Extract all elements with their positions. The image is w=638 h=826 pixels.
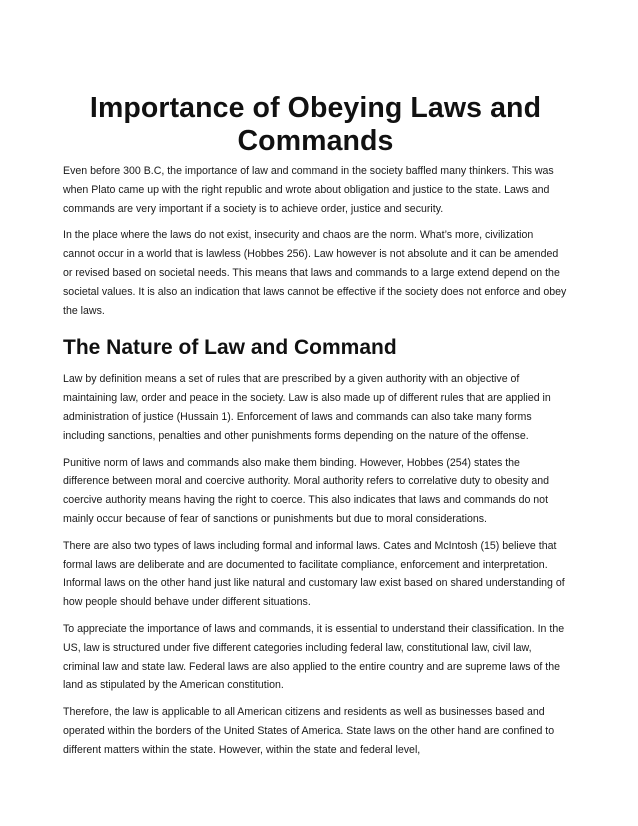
section-paragraph-4: To appreciate the importance of laws and commands, it is essential to understand their classification. In the US, law is structured under five different categories including federal law, constitutional law, civil law, criminal law and state law. Federal laws are also applied to the entire country and are supreme laws of the land as stipulated by the American constitution. bbox=[63, 622, 565, 692]
section-paragraph-5: Therefore, the law is applicable to all American citizens and residents as well as businesses based and operated within the borders of the United States of America. State laws on the other hand are confined to different matters within the state. However, within the state and federal level, bbox=[63, 706, 555, 756]
document-title: Importance of Obeying Laws and Commands bbox=[89, 92, 542, 157]
section-paragraph-2: Punitive norm of laws and commands also make them binding. However, Hobbes (254) states the difference between moral and coercive authority. Moral authority refers to correlative duty to obesity and coercive authority means having the right to coerce. This also indicates that laws and commands do not mainly occur because of fear of sanctions or punishments but due to moral considerations. bbox=[63, 456, 549, 525]
section-heading: The Nature of Law and Command bbox=[63, 336, 397, 360]
document-body bbox=[63, 92, 568, 760]
intro-paragraph-1: Even before 300 B.C, the importance of law and command in the society baffled many thinkers. This was when Plato came up with the right republic and wrote about obligation and justice to the state. Laws and commands are very important if a society is to achieve order, justice and security. bbox=[63, 165, 554, 215]
section-paragraph-3: There are also two types of laws including formal and informal laws. Cates and McIntosh (15) believe that formal laws are deliberate and are documented to facilitate compliance, enforcement and interpretation. Informal laws on the other hand just like natural and customary law exist based on shared understanding of how people should behave under different situations. bbox=[63, 539, 565, 609]
section-paragraph-1: Law by definition means a set of rules that are prescribed by a given authority with an objective of maintaining law, order and peace in the society. Law is also made up of different rules that are applied in administration of justice (Hussain 1). Enforcement of laws and commands can also take many forms including sanctions, penalties and other punishments forms depending on the nature of the offense. bbox=[63, 373, 551, 442]
intro-paragraph-2: In the place where the laws do not exist, insecurity and chaos are the norm. What’s more, civilization cannot occur in a world that is lawless (Hobbes 256). Law however is not absolute and it can be amended or revised based on societal needs. This means that laws and commands to a large extend depend on the societal values. It is also an indication that laws cannot be effective if the society does not enforce and obey the laws. bbox=[63, 229, 567, 317]
